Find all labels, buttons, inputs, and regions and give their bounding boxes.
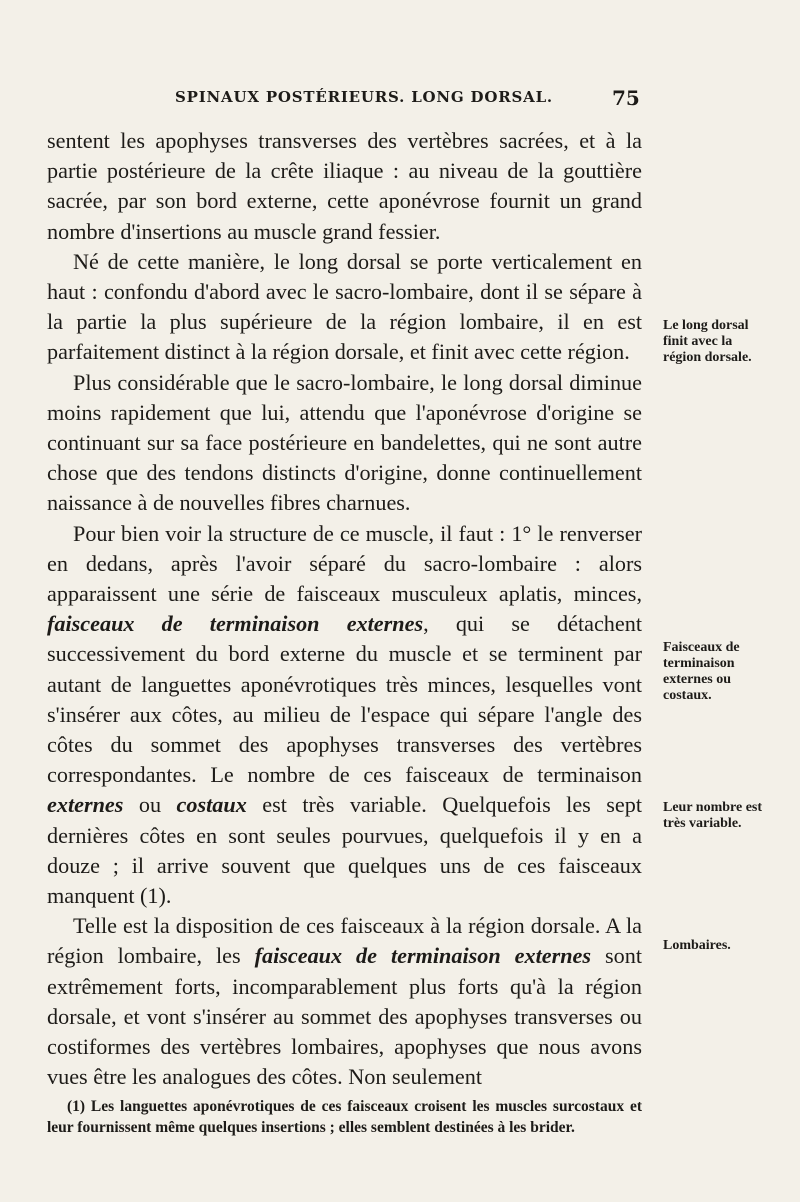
paragraph-4 xyxy=(47,519,642,912)
paragraph-4-text-c: est très variable. Quelquefois les sept dernières côtes en sont seules pourvues, quelquefois il y en a douze ; il arrive souvent que quelques uns de ces faisceaux manquent (1). xyxy=(47,792,643,909)
term-costaux: costaux xyxy=(176,792,247,818)
footnote xyxy=(47,1096,642,1138)
paragraph-5-text-a: Telle est la disposition de ces faisceaux à la région dorsale. A la région lombaire, les xyxy=(47,913,642,969)
paragraph-5-text-b: sont extrêmement forts, incomparablement plus forts qu'à la région dorsale, et vont s'insérer au sommet des apophyses transverses ou costiformes des vertèbres lombaires, apophyses que nous avons vues être les analogues des côtes. Non seulement xyxy=(47,943,642,1090)
paragraph-5 xyxy=(47,911,642,1092)
term-externes: externes xyxy=(47,792,124,818)
term-faisceaux-terminaison-externes: faisceaux de terminaison externes xyxy=(47,611,424,637)
side-note-faisceaux: Faisceaux de terminaison externes ou costaux. xyxy=(663,640,740,703)
paragraph-4-text-b: , qui se détachent successivement du bord externe du muscle et se terminent par autant de languettes aponévrotiques très minces, lesquelles vont s'insérer aux côtes, au milieu de l'espace qui sépare l'angle des côtes du sommet des apophyses transverses des vertèbres correspondantes. Le nombre de ces faisceaux de terminaison xyxy=(47,611,642,788)
paragraph-3: Plus considérable que le sacro-lombaire, le long dorsal diminue moins rapidement que lui, attendu que l'aponévrose d'origine se continuant sur sa face postérieure en bandelettes, qui ne sont autre chose que des tendons distincts d'origine, donne continuellement naissance à de nouvelles fibres charnues. xyxy=(47,369,642,516)
term-faisceaux-terminaison-externes-2: faisceaux de terminaison externes xyxy=(254,943,592,969)
page-number: 75 xyxy=(612,86,640,110)
footnote-text: (1) Les languettes aponévrotiques de ces faisceaux croisent les muscles surcostaux et leur fournissent même quelques insertions ; elles semblent destinées à les brider. xyxy=(47,1098,642,1136)
running-head: SPINAUX POSTÉRIEURS. LONG DORSAL. xyxy=(175,88,553,106)
paragraph-4-text-or: ou xyxy=(123,792,177,818)
side-note-nombre: Leur nombre est très variable. xyxy=(663,800,763,831)
main-text xyxy=(47,126,642,1093)
paragraph-4-text-a: Pour bien voir la structure de ce muscle, il faut : 1° le renverser en dedans, après l'avoir séparé du sacro-lombaire : alors apparaissent une série de faisceaux musculeux aplatis, minces, xyxy=(47,520,642,607)
paragraph-2: Né de cette manière, le long dorsal se porte verticalement en haut : confondu d'abord avec le sacro-lombaire, dont il se sépare à la partie la plus supérieure de la région lombaire, il en est parfaitement distinct à la région dorsale, et finit avec cette région. xyxy=(47,248,642,365)
side-note-lombaires: Lombaires. xyxy=(663,938,731,953)
paragraph-1: sentent les apophyses transverses des vertèbres sacrées, et à la partie postérieure de la crête iliaque : au niveau de la gouttière sacrée, par son bord externe, cette aponévrose fournit un grand nombre d'insertions au muscle grand fessier. xyxy=(47,128,642,244)
side-note-long-dorsal: Le long dorsal finit avec la région dorsale. xyxy=(663,318,752,365)
